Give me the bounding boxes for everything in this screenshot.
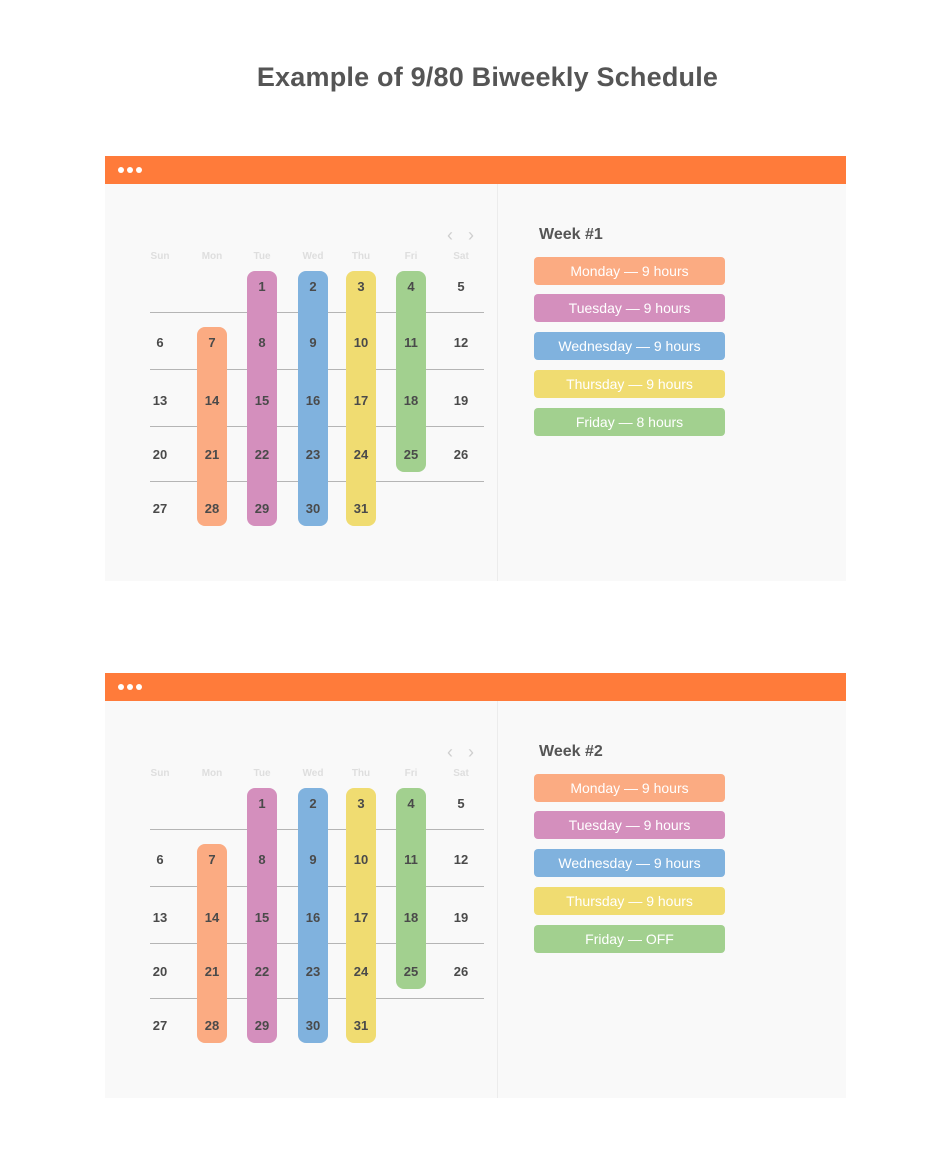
workday-column-fri — [396, 271, 426, 472]
weekday-header-fri: Fri — [404, 251, 418, 262]
calendar-date[interactable]: 8 — [258, 852, 266, 867]
weekday-header-tue: Tue — [253, 768, 271, 779]
calendar-date[interactable]: 21 — [204, 964, 220, 979]
schedule-window-week-1 — [105, 156, 846, 581]
week-title: Week #1 — [539, 226, 603, 243]
schedule-badge-tue: Tuesday — 9 hours — [534, 811, 725, 839]
calendar-date[interactable]: 28 — [204, 1018, 220, 1033]
panel-divider — [497, 701, 498, 1098]
schedule-badge-fri: Friday — OFF — [534, 925, 725, 953]
weekday-header-thu: Thu — [351, 768, 371, 779]
next-month-chevron-icon[interactable]: › — [468, 225, 474, 245]
panel-divider — [497, 184, 498, 581]
calendar-date[interactable]: 25 — [403, 964, 419, 979]
calendar-date[interactable]: 12 — [453, 852, 469, 867]
weekday-header-wed: Wed — [302, 251, 324, 262]
calendar-date[interactable]: 11 — [404, 335, 418, 350]
calendar-date[interactable]: 5 — [457, 279, 465, 294]
schedule-window-week-2 — [105, 673, 846, 1098]
window-dot-icon — [136, 684, 142, 690]
calendar-date[interactable]: 20 — [152, 447, 168, 462]
schedule-badge-wed: Wednesday — 9 hours — [534, 332, 725, 360]
calendar-date[interactable]: 7 — [208, 852, 216, 867]
calendar-date[interactable]: 17 — [353, 393, 369, 408]
weekday-header-mon: Mon — [201, 251, 223, 262]
window-dot-icon — [127, 167, 133, 173]
window-dot-icon — [118, 684, 124, 690]
calendar-month — [105, 184, 497, 581]
calendar-date[interactable]: 18 — [403, 393, 419, 408]
calendar-date[interactable]: 4 — [407, 796, 415, 811]
calendar-date[interactable]: 11 — [404, 852, 418, 867]
calendar-date[interactable]: 6 — [156, 335, 164, 350]
calendar-date[interactable]: 24 — [353, 964, 369, 979]
calendar-date[interactable]: 31 — [353, 501, 369, 516]
calendar-date[interactable]: 25 — [403, 447, 419, 462]
workday-column-fri — [396, 788, 426, 989]
calendar-date[interactable]: 3 — [357, 279, 365, 294]
calendar-date[interactable]: 14 — [204, 910, 220, 925]
calendar-date[interactable]: 1 — [258, 279, 266, 294]
schedule-badge-mon: Monday — 9 hours — [534, 774, 725, 802]
calendar-date[interactable]: 8 — [258, 335, 266, 350]
window-dot-icon — [127, 684, 133, 690]
calendar-month — [105, 701, 497, 1098]
calendar-date[interactable]: 20 — [152, 964, 168, 979]
calendar-date[interactable]: 27 — [152, 1018, 168, 1033]
calendar-date[interactable]: 15 — [254, 393, 270, 408]
calendar-date[interactable]: 27 — [152, 501, 168, 516]
calendar-date[interactable]: 28 — [204, 501, 220, 516]
calendar-date[interactable]: 10 — [353, 335, 369, 350]
calendar-date[interactable]: 13 — [152, 393, 168, 408]
calendar-date[interactable]: 6 — [156, 852, 164, 867]
weekday-header-sat: Sat — [453, 251, 469, 262]
calendar-date[interactable]: 2 — [309, 796, 317, 811]
schedule-badge-wed: Wednesday — 9 hours — [534, 849, 725, 877]
calendar-date[interactable]: 7 — [208, 335, 216, 350]
calendar-date[interactable]: 22 — [254, 964, 270, 979]
calendar-date[interactable]: 26 — [453, 964, 469, 979]
calendar-date[interactable]: 22 — [254, 447, 270, 462]
calendar-date[interactable]: 23 — [305, 447, 321, 462]
weekday-header-wed: Wed — [302, 768, 324, 779]
schedule-badge-thu: Thursday — 9 hours — [534, 887, 725, 915]
calendar-date[interactable]: 29 — [254, 1018, 270, 1033]
window-dot-icon — [136, 167, 142, 173]
weekday-header-tue: Tue — [253, 251, 271, 262]
weekday-header-mon: Mon — [201, 768, 223, 779]
calendar-date[interactable]: 31 — [353, 1018, 369, 1033]
calendar-date[interactable]: 23 — [305, 964, 321, 979]
week-title: Week #2 — [539, 743, 603, 760]
calendar-date[interactable]: 19 — [453, 910, 469, 925]
next-month-chevron-icon[interactable]: › — [468, 742, 474, 762]
calendar-date[interactable]: 24 — [353, 447, 369, 462]
schedule-badge-fri: Friday — 8 hours — [534, 408, 725, 436]
calendar-date[interactable]: 19 — [453, 393, 469, 408]
calendar-date[interactable]: 17 — [353, 910, 369, 925]
workday-column-mon — [197, 327, 227, 526]
weekday-header-thu: Thu — [351, 251, 371, 262]
calendar-date[interactable]: 12 — [453, 335, 469, 350]
window-titlebar — [105, 673, 846, 701]
calendar-date[interactable]: 13 — [152, 910, 168, 925]
calendar-date[interactable]: 10 — [353, 852, 369, 867]
workday-column-mon — [197, 844, 227, 1043]
calendar-date[interactable]: 9 — [309, 335, 317, 350]
schedule-badge-mon: Monday — 9 hours — [534, 257, 725, 285]
calendar-date[interactable]: 16 — [305, 393, 321, 408]
window-titlebar — [105, 156, 846, 184]
calendar-date[interactable]: 14 — [204, 393, 220, 408]
calendar-date[interactable]: 30 — [305, 1018, 321, 1033]
calendar-date[interactable]: 16 — [305, 910, 321, 925]
calendar-date[interactable]: 26 — [453, 447, 469, 462]
weekday-header-sat: Sat — [453, 768, 469, 779]
page-title: Example of 9/80 Biweekly Schedule — [256, 62, 719, 92]
calendar-date[interactable]: 9 — [309, 852, 317, 867]
calendar-date[interactable]: 30 — [305, 501, 321, 516]
calendar-date[interactable]: 29 — [254, 501, 270, 516]
calendar-date[interactable]: 2 — [309, 279, 317, 294]
weekday-header-fri: Fri — [404, 768, 418, 779]
schedule-badge-thu: Thursday — 9 hours — [534, 370, 725, 398]
calendar-date[interactable]: 1 — [258, 796, 266, 811]
calendar-date[interactable]: 4 — [407, 279, 415, 294]
weekday-header-sun: Sun — [150, 251, 170, 262]
calendar-date[interactable]: 15 — [254, 910, 270, 925]
weekday-header-sun: Sun — [150, 768, 170, 779]
prev-month-chevron-icon[interactable]: ‹ — [447, 742, 453, 762]
calendar-date[interactable]: 18 — [403, 910, 419, 925]
calendar-date[interactable]: 3 — [357, 796, 365, 811]
window-dot-icon — [118, 167, 124, 173]
schedule-badge-tue: Tuesday — 9 hours — [534, 294, 725, 322]
calendar-date[interactable]: 5 — [457, 796, 465, 811]
calendar-date[interactable]: 21 — [204, 447, 220, 462]
prev-month-chevron-icon[interactable]: ‹ — [447, 225, 453, 245]
